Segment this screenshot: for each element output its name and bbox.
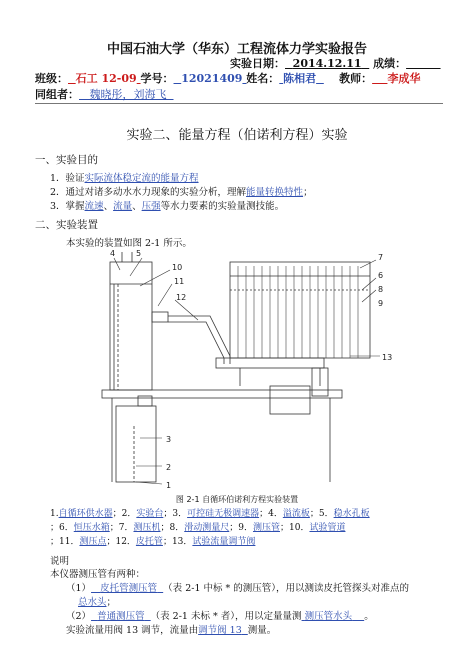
legend-item-10[interactable]: 试验管道 bbox=[309, 523, 346, 533]
callout-4: 4 bbox=[110, 249, 116, 258]
ordinary-piezometer-link[interactable]: 普通测压管 bbox=[97, 611, 145, 622]
group-value: 魏晓彤，刘海飞 bbox=[89, 88, 167, 101]
legend-item-9[interactable]: 测压管 bbox=[252, 523, 280, 533]
test-pipe bbox=[216, 358, 324, 368]
class-value: 石工 12-09 bbox=[75, 72, 137, 85]
legend-item-6[interactable]: 恒压水箱 bbox=[73, 523, 110, 533]
date-row bbox=[230, 55, 441, 71]
experiment-title: 实验二、能量方程（伯诺利方程）实验 bbox=[126, 128, 348, 143]
student-id-label: 学号： bbox=[140, 72, 174, 85]
callout-6: 6 bbox=[378, 271, 384, 280]
legend-item-4[interactable]: 溢流板 bbox=[282, 509, 310, 519]
objective-3: 3．掌握流速、流量、压强等水力要素的实验量测技能。 bbox=[50, 201, 285, 212]
legend-item-3[interactable]: 可控硅无极调速器 bbox=[187, 509, 260, 519]
pitot-piezometer-link[interactable]: 皮托管测压管 bbox=[100, 583, 158, 594]
score-value bbox=[406, 57, 440, 70]
header-divider bbox=[35, 103, 443, 104]
notes-line-1: 本仪器测压管有两种： bbox=[50, 569, 146, 580]
student-info-row bbox=[35, 70, 420, 86]
notes-line-2: （1） 皮托管测压管 （表 2-1 中标 * 的测压管），用以测读皮托管探头对准点的 bbox=[66, 583, 410, 594]
supply-tank bbox=[116, 406, 156, 482]
legend-row-2: ；6．恒压水箱；7．测压机；8．滑动测量尺；9．测压管；10．试验管道 bbox=[50, 523, 346, 533]
legend-item-1[interactable]: 自循环供水器 bbox=[58, 509, 113, 519]
figure-caption: 图 2-1 自循环伯诺利方程实验装置 bbox=[175, 495, 299, 504]
piezometric-head-link[interactable]: 测压管水头 bbox=[304, 611, 353, 622]
callout-1: 1 bbox=[166, 481, 172, 490]
group-row bbox=[35, 86, 174, 102]
teacher-value: 李成华 bbox=[387, 72, 421, 85]
student-id-value: 12021409 bbox=[181, 72, 243, 85]
group-label: 同组者： bbox=[35, 88, 79, 101]
flow-link[interactable]: 流量 bbox=[113, 201, 133, 212]
objective-1: 1．验证实际流体稳定流的能量方程 bbox=[50, 173, 199, 184]
legend-item-13[interactable]: 试验流量调节阀 bbox=[192, 537, 256, 547]
section1-heading: 一、实验目的 bbox=[35, 154, 98, 166]
name-label: 姓名： bbox=[246, 72, 280, 85]
legend-item-11[interactable]: 测压点 bbox=[79, 537, 107, 547]
score-label: 成绩： bbox=[373, 57, 407, 70]
callout-5: 5 bbox=[136, 249, 142, 258]
velocity-link[interactable]: 流速 bbox=[84, 201, 104, 212]
notes-line-4: （2） 普通测压管 （表 2-1 未标 * 者），用以定量量测 测压管水头 。 bbox=[66, 611, 374, 622]
constant-head-tank bbox=[110, 262, 152, 390]
callout-8: 8 bbox=[378, 285, 384, 294]
legend-item-5[interactable]: 稳水孔板 bbox=[333, 509, 370, 519]
legend-item-12[interactable]: 皮托管 bbox=[135, 537, 163, 547]
name-value: 陈相君 bbox=[283, 72, 317, 85]
date-label: 实验日期： bbox=[230, 57, 285, 70]
callout-2: 2 bbox=[166, 463, 172, 472]
callout-11: 11 bbox=[174, 277, 185, 286]
notes-heading: 说明 bbox=[50, 556, 70, 567]
callout-9: 9 bbox=[378, 299, 384, 308]
notes-line-3: 总水头； bbox=[78, 597, 117, 608]
valve-link[interactable]: 调节阀 13 bbox=[198, 625, 242, 636]
apparatus-intro: 本实验的装置如图 2-1 所示。 bbox=[66, 238, 192, 249]
apparatus-diagram bbox=[80, 246, 400, 492]
section2-heading: 二、实验装置 bbox=[35, 219, 98, 231]
legend-item-8[interactable]: 滑动测量尺 bbox=[184, 523, 230, 533]
objective-2: 2．通过对诸多动水水力现象的实验分析，理解能量转换特性； bbox=[50, 187, 313, 198]
objective-1-link[interactable]: 实际流体稳定流的能量方程 bbox=[84, 173, 199, 184]
callout-10: 10 bbox=[172, 263, 183, 272]
legend-row-3: ；11．测压点；12．皮托管；13．试验流量调节阀 bbox=[50, 537, 256, 547]
legend-item-7[interactable]: 测压机 bbox=[133, 523, 161, 533]
legend-row-1: 1.自循环供水器；2．实验台；3．可控硅无极调速器；4．溢流板；5．稳水孔板 bbox=[50, 509, 370, 519]
pressure-link[interactable]: 压强 bbox=[141, 201, 161, 212]
notes-line-5: 实验流量用阀 13 调节，流量由调节阀 13 测量。 bbox=[66, 625, 277, 636]
report-title: 中国石油大学（华东）工程流体力学实验报告 bbox=[106, 42, 367, 57]
date-value: 2014.12.11 bbox=[292, 57, 362, 70]
callout-3: 3 bbox=[166, 435, 172, 444]
legend-item-2[interactable]: 实验台 bbox=[136, 509, 164, 519]
objective-2-link[interactable]: 能量转换特性 bbox=[246, 187, 304, 198]
callout-13: 13 bbox=[382, 353, 393, 362]
callout-7: 7 bbox=[378, 253, 384, 262]
class-label: 班级： bbox=[35, 72, 68, 85]
teacher-label: 教师： bbox=[339, 72, 373, 85]
callout-12: 12 bbox=[176, 293, 187, 302]
total-head-link[interactable]: 总水头 bbox=[78, 597, 107, 608]
